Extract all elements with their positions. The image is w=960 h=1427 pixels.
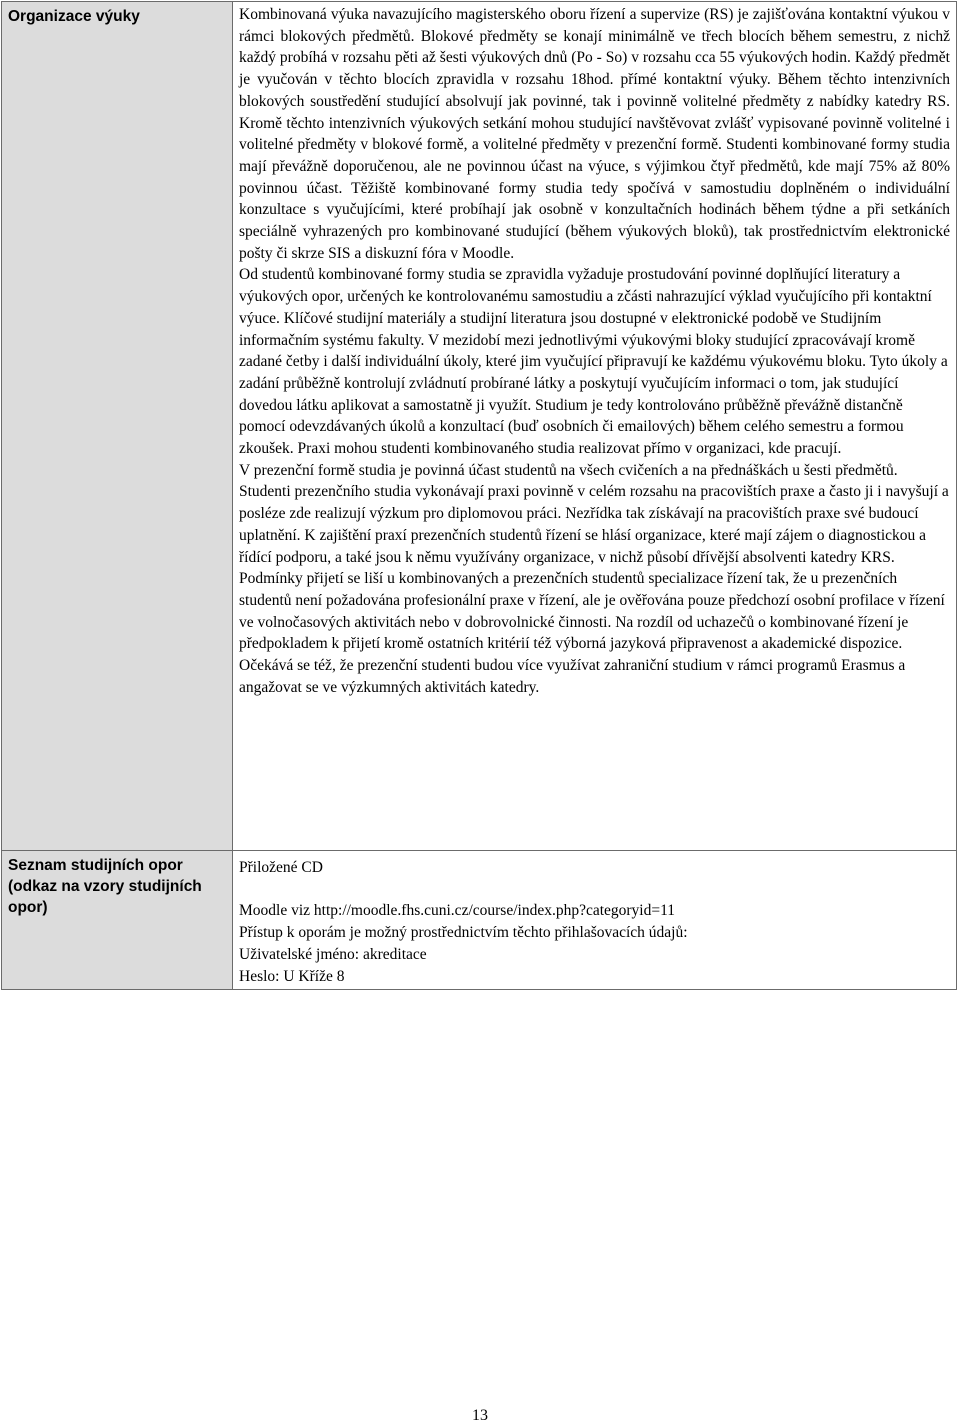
- row-content-study-materials: [233, 851, 957, 990]
- table-row-organization: [2, 2, 957, 851]
- access-info-text: Přístup k oporám je možný prostřednictvím těchto přihlašovacích údajů:: [239, 924, 688, 942]
- row-content-organization: [233, 2, 957, 851]
- paragraph-admission-conditions: Podmínky přijetí se liší u kombinovaných a prezenčních studentů specializace řízení tak, že u prezenčních studentů není požadována profesionální praxe v řízení, ale je ověřována pouze předchozí osobní profilace v řízení ve volnočasových aktivitách nebo v dobrovolnické činnosti. Na rozdíl od uchazečů o kombinované řízení je předpokladem k přijetí kromě ostatních kritérií též výborná jazyková připravenost a akademické dispozice. Očekává se též, že prezenční studenti budou více využívat zahraniční studium v rámci programů Erasmus a angažovat se ve výzkumných aktivitách katedry.: [239, 570, 945, 696]
- attached-cd-text: Přiložené CD: [239, 859, 323, 876]
- username-text: Uživatelské jméno: akreditace: [239, 945, 427, 963]
- table-row-study-materials: [2, 851, 957, 990]
- course-info-table: [1, 1, 957, 990]
- page-number: 13: [472, 1407, 488, 1424]
- moodle-link-text: Moodle viz http://moodle.fhs.cuni.cz/course/index.php?categoryid=11: [239, 902, 676, 920]
- password-text: Heslo: U Kříže 8: [239, 967, 345, 985]
- paragraph-combined-study: Kombinovaná výuka navazujícího magisterského oboru řízení a supervize (RS) je zajišťována kontaktní výukou v rámci blokových předmětů. Blokové předměty se konají minimálně ve třech blocích během semestru, z nichž každý probíhá v rozsahu pěti až šesti výukových dnů (Po - So) v rozsahu cca 55 výukových hodin. Každý předmět je vyučován v těchto blocích zpravidla v rozsahu 18hod. přímé kontaktní výuky. Během těchto intenzivních blokových soustředění studující absolvují jak povinné, tak i povinně volitelné předměty z nabídky katedry RS. Kromě těchto intenzivních výukových setkání mohou studující navštěvovat zvlášť vypisované povinně volitelné i volitelné předměty v blokové formě, a volitelné předměty v prezenční formě. Studenti kombinované formy studia mají převážně doporučenou, ale ne povinnou účast na výuce, s výjimkou čtyř předmětů, kde mají 75% až 80% povinnou účast. Těžiště kombinované formy studia tedy spočívá v samostudiu doplněném o individuální konzultace s vyučujícími, které probíhají jak osobně v konzultačních hodinách během týdne a při setkáních speciálně vyhrazených pro kombinované studující (během výukových bloků), tak prostřednictvím elektronické pošty či skrze SIS a diskuzní fóra v Moodle.: [239, 6, 950, 262]
- spacer: [239, 879, 950, 901]
- row-label-study-materials: Seznam studijních opor (odkaz na vzory studijních opor): [2, 851, 233, 990]
- row-label-organization: Organizace výuky: [2, 2, 233, 851]
- paragraph-full-time-study: V prezenční formě studia je povinná účast studentů na všech cvičeních a na přednáškách u šesti předmětů. Studenti prezenčního studia vykonávají praxi povinně v celém rozsahu na pracovištích praxe a často ji i navyšují a posléze zde realizují výzkum pro diplomovou práci. Nezřídka tak získávají na pracovištích praxe své budoucí uplatnění. K zajištění praxí prezenčních studentů řízení se hlásí organizace, které mají zájem o diagnostickou a řídící podporu, a také jsou k němu využívány organizace, v nichž působí dřívější absolventi katedry KRS.: [239, 461, 949, 566]
- paragraph-study-materials: Od studentů kombinované formy studia se zpravidla vyžaduje prostudování povinné doplňující literatury a výukových opor, určených ke kontrolovanému samostudiu a zčásti nahrazující výklad vyučujícího při kontaktní výuce. Klíčové studijní materiály a studijní literatura jsou dostupné v elektronické podobě ve Studijním informačním systému fakulty. V mezidobí mezi jednotlivými výukovými bloky studující zpracovávají kromě zadané četby i další individuální úkoly, které jim vyučující připravují ke každému výukovému bloku. Tyto úkoly a zadání průběžně kontrolují zvládnutí probírané látky a poskytují vyučujícím informaci o tom, jak studující dovedou látku aplikovat a samostatně ji využít. Studium je tedy kontrolováno průběžně převážně distančně pomocí odevzdávaných úkolů a konzultací (buď osobních či emailových) během celého semestru a formou zkoušek. Praxi mohou studenti kombinovaného studia realizovat přímo v organizaci, kde pracují.: [239, 266, 948, 458]
